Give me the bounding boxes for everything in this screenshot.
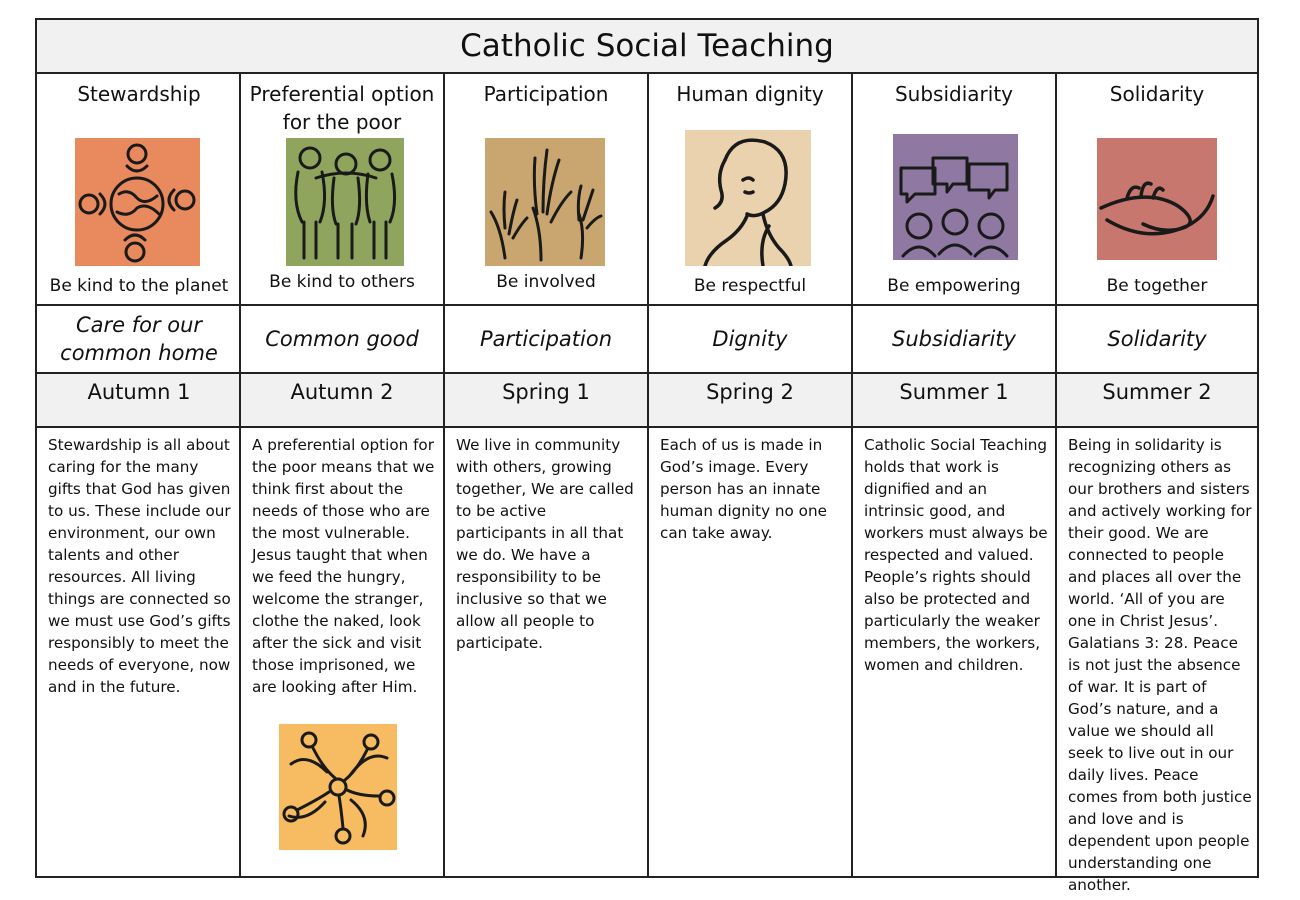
- description-cell: [1057, 428, 1257, 894]
- column-heading: Solidarity: [1109, 82, 1205, 106]
- column-motto: Be together: [1106, 276, 1208, 296]
- header-cell: [241, 74, 443, 306]
- table-title-row: [37, 20, 1257, 74]
- term-cell: Autumn 1: [37, 374, 241, 428]
- description-text: We live in community with others, growing together, We are called to be active participants in all that we do. We have a responsibility to be inclusive so that we allow all people to participate.: [456, 436, 634, 652]
- column-subsidiarity: [851, 74, 1055, 878]
- people-around-globe-icon: [75, 138, 200, 266]
- description-cell: [241, 428, 443, 878]
- column-motto: Be empowering: [887, 276, 1021, 296]
- header-cell: [649, 74, 851, 306]
- description-cell: [649, 428, 851, 878]
- description-text: Catholic Social Teaching holds that work is dignified and an intrinsic good, and workers must always be respected and valued. People’s rights should also be protected and particularly the weaker members, the workers, women and children.: [864, 436, 1048, 674]
- term-cell: Spring 2: [649, 374, 851, 428]
- column-human-dignity: [647, 74, 851, 878]
- column-heading: Participation: [483, 82, 609, 106]
- term-cell: Summer 1: [853, 374, 1055, 428]
- column-stewardship: [37, 74, 241, 878]
- column-motto: Be kind to the planet: [49, 276, 229, 296]
- circle-of-people-icon: [279, 724, 397, 850]
- column-solidarity: [1055, 74, 1257, 894]
- term-cell: Summer 2: [1057, 374, 1257, 428]
- column-heading: Subsidiarity: [894, 82, 1013, 106]
- clasped-hands-icon: [1097, 138, 1217, 260]
- cst-table: [35, 18, 1259, 894]
- raised-hands-icon: [485, 138, 605, 266]
- term-cell: Spring 1: [445, 374, 647, 428]
- column-motto: Be respectful: [693, 276, 807, 296]
- group-embracing-icon: [286, 138, 404, 266]
- description-cell: [853, 428, 1055, 878]
- theme-cell: Care for our common home: [37, 306, 241, 374]
- column-heading: Human dignity: [676, 82, 824, 106]
- header-cell: [1057, 74, 1257, 306]
- description-text: Being in solidarity is recognizing others as our brothers and sisters and actively working for their good. We are connected to people and places all over the world. ‘All of you are one in Christ Jesus’. Galatians 3: 28. Peace is not just the absence of war. It is part of God’s nature, and a value we should all seek to live out in our daily lives. Peace comes from both justice and love and is dependent upon people understanding one another.: [1068, 436, 1252, 894]
- theme-cell: Solidarity: [1057, 306, 1257, 374]
- column-motto: Be involved: [496, 272, 596, 292]
- theme-cell: Common good: [241, 306, 443, 374]
- person-profile-icon: [685, 130, 811, 266]
- description-cell: [37, 428, 241, 878]
- column-participation: [443, 74, 647, 878]
- header-cell: [445, 74, 647, 306]
- theme-cell: Subsidiarity: [853, 306, 1055, 374]
- speech-bubbles-people-icon: [893, 134, 1018, 260]
- description-text: Stewardship is all about caring for the many gifts that God has given to us. These include our environment, our own talents and other resources. All living things are connected so we must use God’s gifts responsibly to meet the needs of everyone, now and in the future.: [48, 436, 231, 696]
- page-title: Catholic Social Teaching: [460, 28, 834, 64]
- theme-cell: Dignity: [649, 306, 851, 374]
- theme-cell: Participation: [445, 306, 647, 374]
- description-text: Each of us is made in God’s image. Every person has an innate human dignity no one can take away.: [660, 436, 827, 542]
- header-cell: [37, 74, 241, 306]
- column-motto: Be kind to others: [269, 272, 415, 292]
- column-preferential-option: [239, 74, 443, 878]
- column-heading: Stewardship: [77, 82, 201, 106]
- description-cell: [445, 428, 647, 878]
- term-cell: Autumn 2: [241, 374, 443, 428]
- header-cell: [853, 74, 1055, 306]
- description-text: A preferential option for the poor means that we think first about the needs of those who are the most vulnerable. Jesus taught that when we feed the hungry, welcome the stranger, clothe the naked, look after the sick and visit those imprisoned, we are looking after Him.: [252, 436, 435, 696]
- column-heading: Preferential option for the poor: [249, 82, 435, 134]
